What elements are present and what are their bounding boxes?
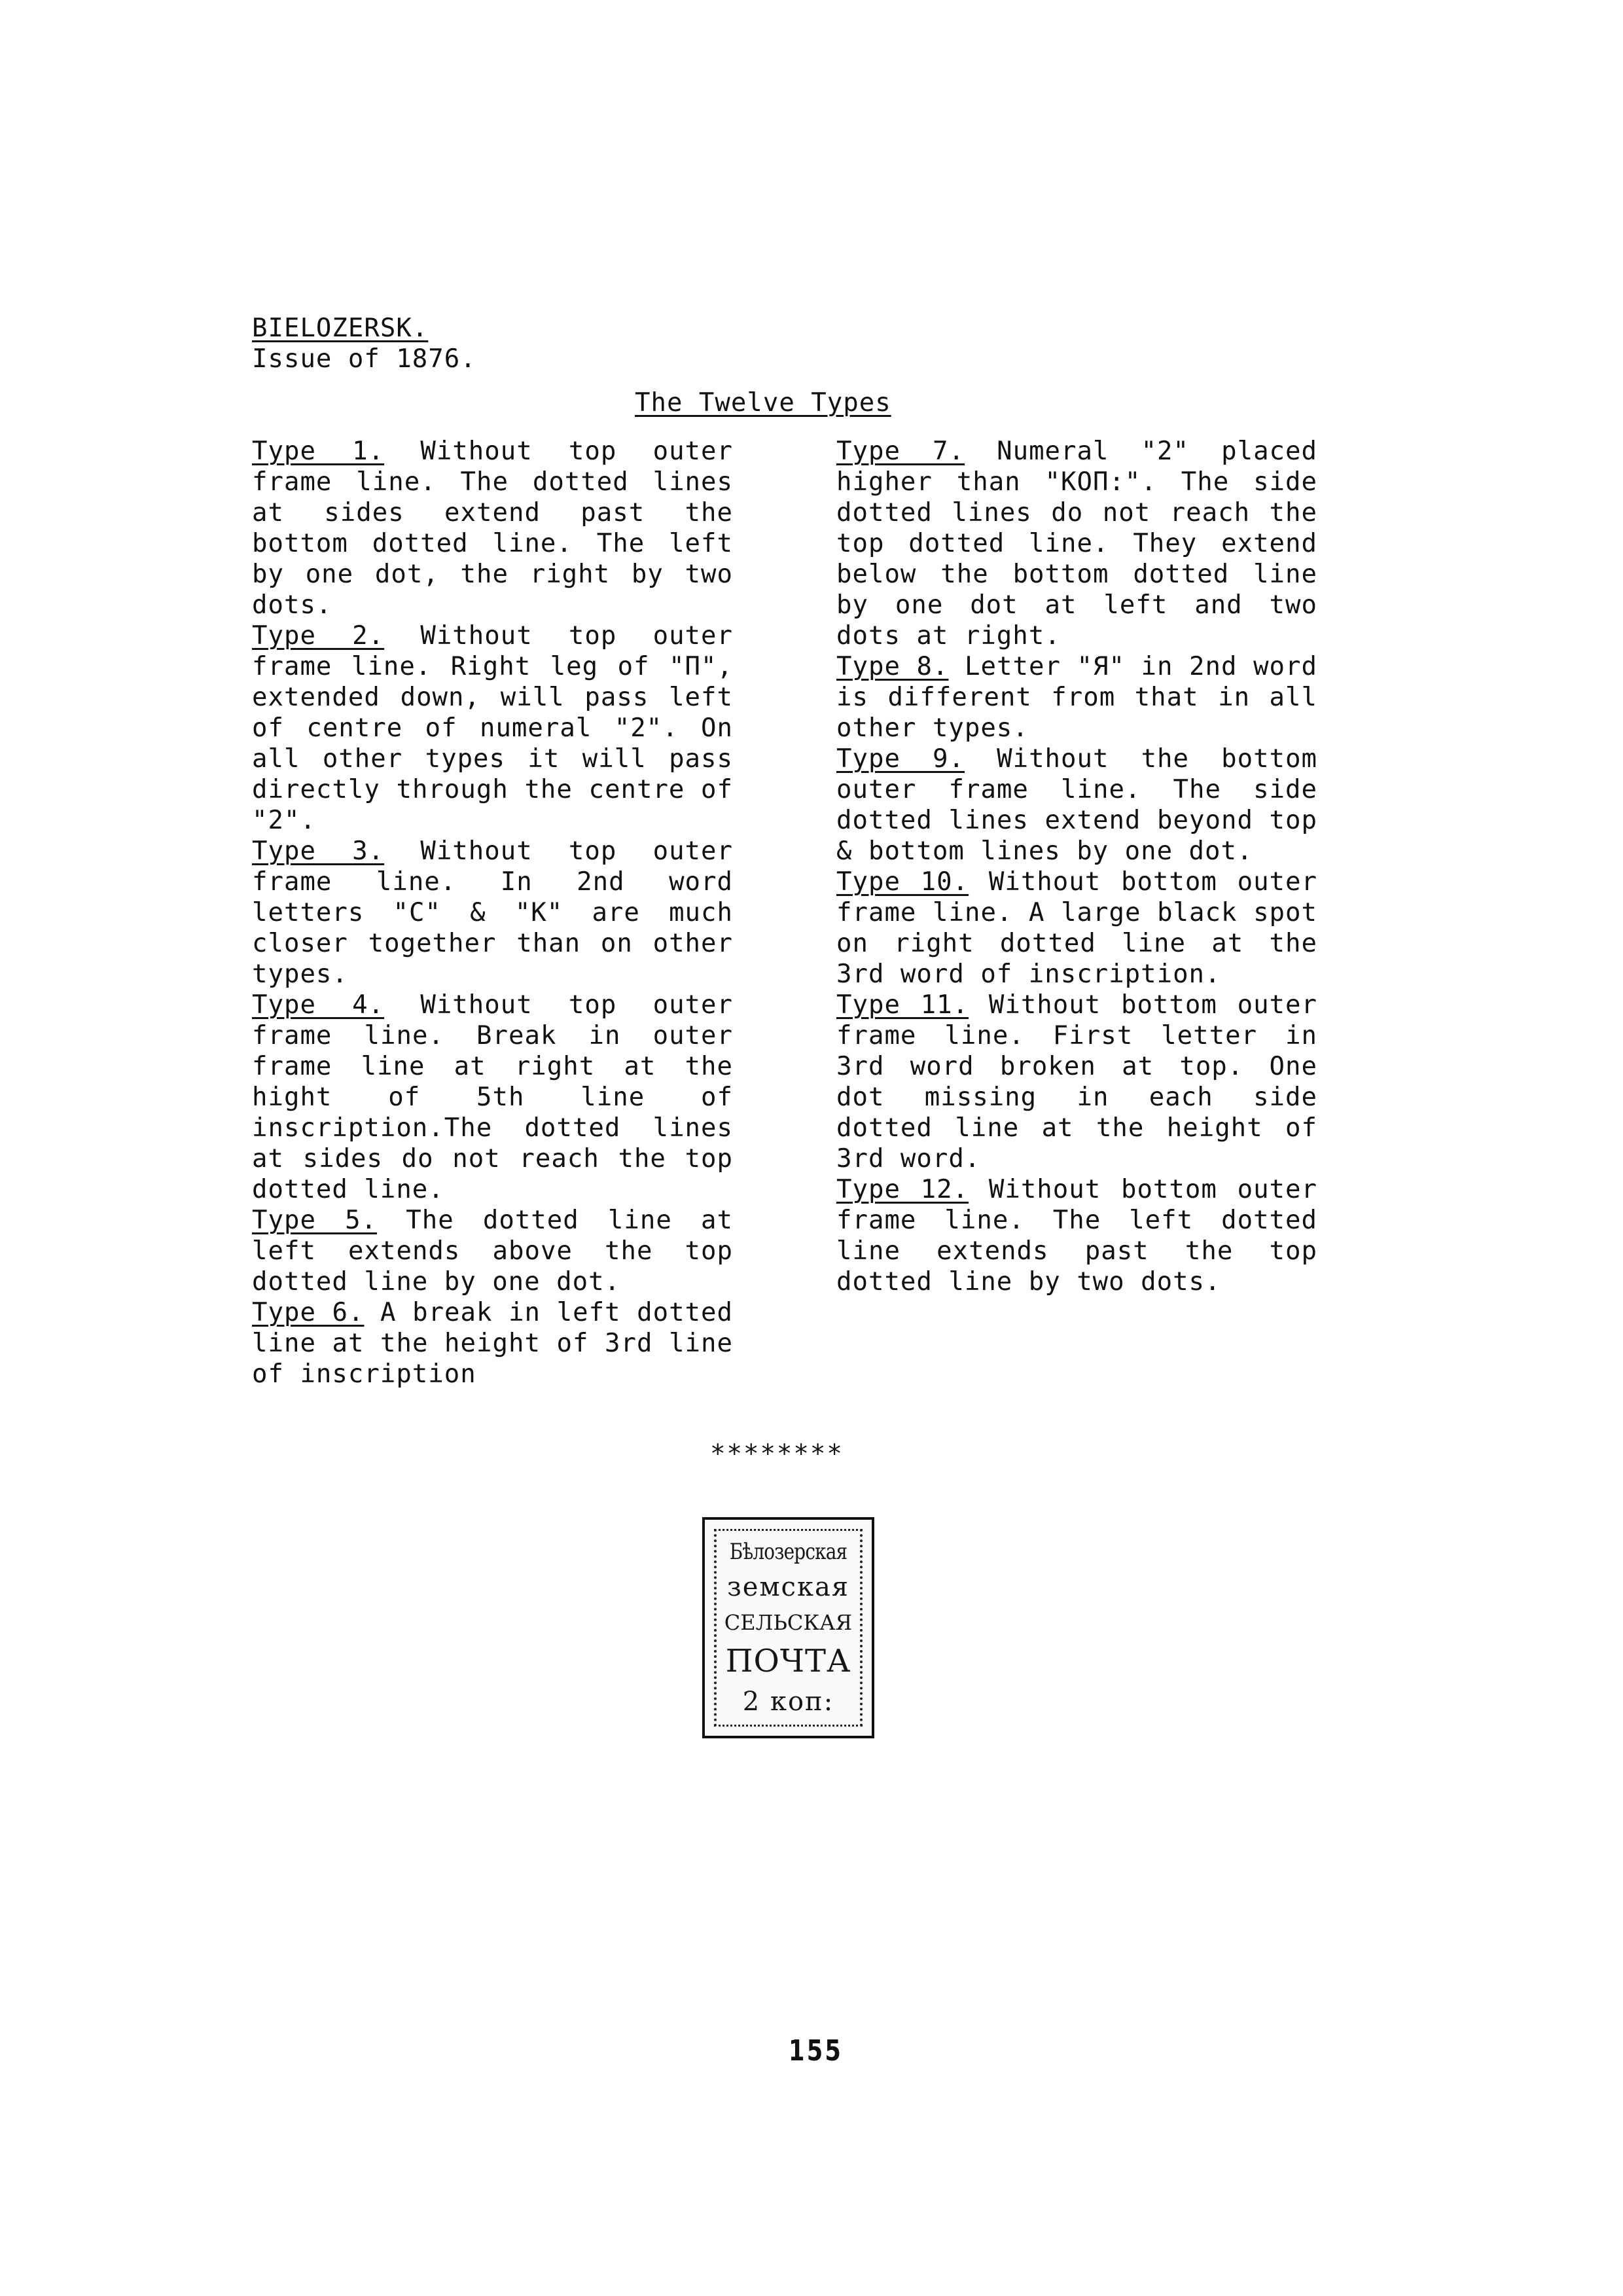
type-description: Without top outer frame line. Right leg of "П", extended down, will pass left of centre of numeral "2". On all other types it will pass directly through the centre of "2". — [252, 621, 733, 835]
type-description: A break in left dotted line at the height of 3rd line of inscription — [252, 1298, 733, 1389]
type-description: Letter "Я" in 2nd word is different from that in all other types. — [836, 652, 1317, 743]
type-label: Type 10. — [836, 867, 969, 897]
type-label: Type 1. — [252, 437, 385, 466]
type-entry — [252, 1205, 733, 1297]
asterisk-separator: ******** — [710, 1439, 844, 1469]
type-entry — [836, 1174, 1317, 1297]
type-description: Without top outer frame line. The dotted lines at sides extend past the bottom dotted line. The left by one dot, the right by two dots. — [252, 437, 733, 620]
type-label: Type 7. — [836, 437, 965, 466]
type-label: Type 11. — [836, 990, 969, 1020]
type-label: Type 8. — [836, 652, 949, 681]
type-entry — [836, 651, 1317, 744]
type-label: Type 4. — [252, 990, 385, 1020]
type-label: Type 3. — [252, 836, 385, 866]
type-label: Type 12. — [836, 1175, 969, 1204]
stamp-dotted-frame — [714, 1529, 863, 1727]
type-entry — [252, 436, 733, 620]
stamp-line-2: земская — [726, 1572, 850, 1603]
type-description: Without bottom outer frame line. The left dotted line extends past the top dotted line by two dots. — [836, 1175, 1317, 1297]
type-description: Without bottom outer frame line. A large black spot on right dotted line at the 3rd word of inscription. — [836, 867, 1317, 989]
section-title: The Twelve Types — [635, 388, 891, 418]
type-label: Type 9. — [836, 744, 965, 774]
place-heading: BIELOZERSK. — [252, 314, 429, 343]
stamp-illustration — [702, 1517, 874, 1738]
type-entry — [252, 990, 733, 1205]
type-description: Without the bottom outer frame line. The side dotted lines extend beyond top & bottom lines by one dot. — [836, 744, 1317, 866]
type-entry — [836, 990, 1317, 1174]
type-label: Type 5. — [252, 1206, 378, 1235]
type-entry — [836, 867, 1317, 990]
type-entry — [836, 436, 1317, 651]
type-description: Without top outer frame line. In 2nd word letters "C" & "K" are much closer together than on other types. — [252, 836, 733, 989]
stamp-line-1: Бѣлозерская — [729, 1538, 847, 1565]
type-description: The dotted line at left extends above the top dotted line by one dot. — [252, 1206, 733, 1297]
left-column — [252, 436, 733, 1390]
page-number: 155 — [789, 2034, 844, 2068]
stamp-line-5: 2 коп: — [742, 1687, 834, 1717]
right-column — [836, 436, 1317, 1297]
type-entry — [252, 1297, 733, 1390]
type-entry — [252, 836, 733, 990]
issue-line: Issue of 1876. — [252, 344, 476, 374]
type-label: Type 6. — [252, 1298, 365, 1327]
type-entry — [252, 620, 733, 836]
type-description: Without bottom outer frame line. First letter in 3rd word broken at top. One dot missing in each side dotted line at the height of 3rd word. — [836, 990, 1317, 1174]
heading-block — [252, 313, 476, 374]
type-description: Numeral "2" placed higher than "КОП:". The side dotted lines do not reach the top dotted line. They extend below the bottom dotted line by one dot at left and two dots at right. — [836, 437, 1317, 651]
type-entry — [836, 744, 1317, 867]
type-label: Type 2. — [252, 621, 385, 651]
stamp-line-3: СЕЛЬСКАЯ — [724, 1609, 853, 1635]
type-description: Without top outer frame line. Break in outer frame line at right at the hight of 5th line of inscription.The dotted lines at sides do not reach the top dotted line. — [252, 990, 733, 1204]
stamp-line-4: ПОЧТА — [725, 1642, 851, 1679]
